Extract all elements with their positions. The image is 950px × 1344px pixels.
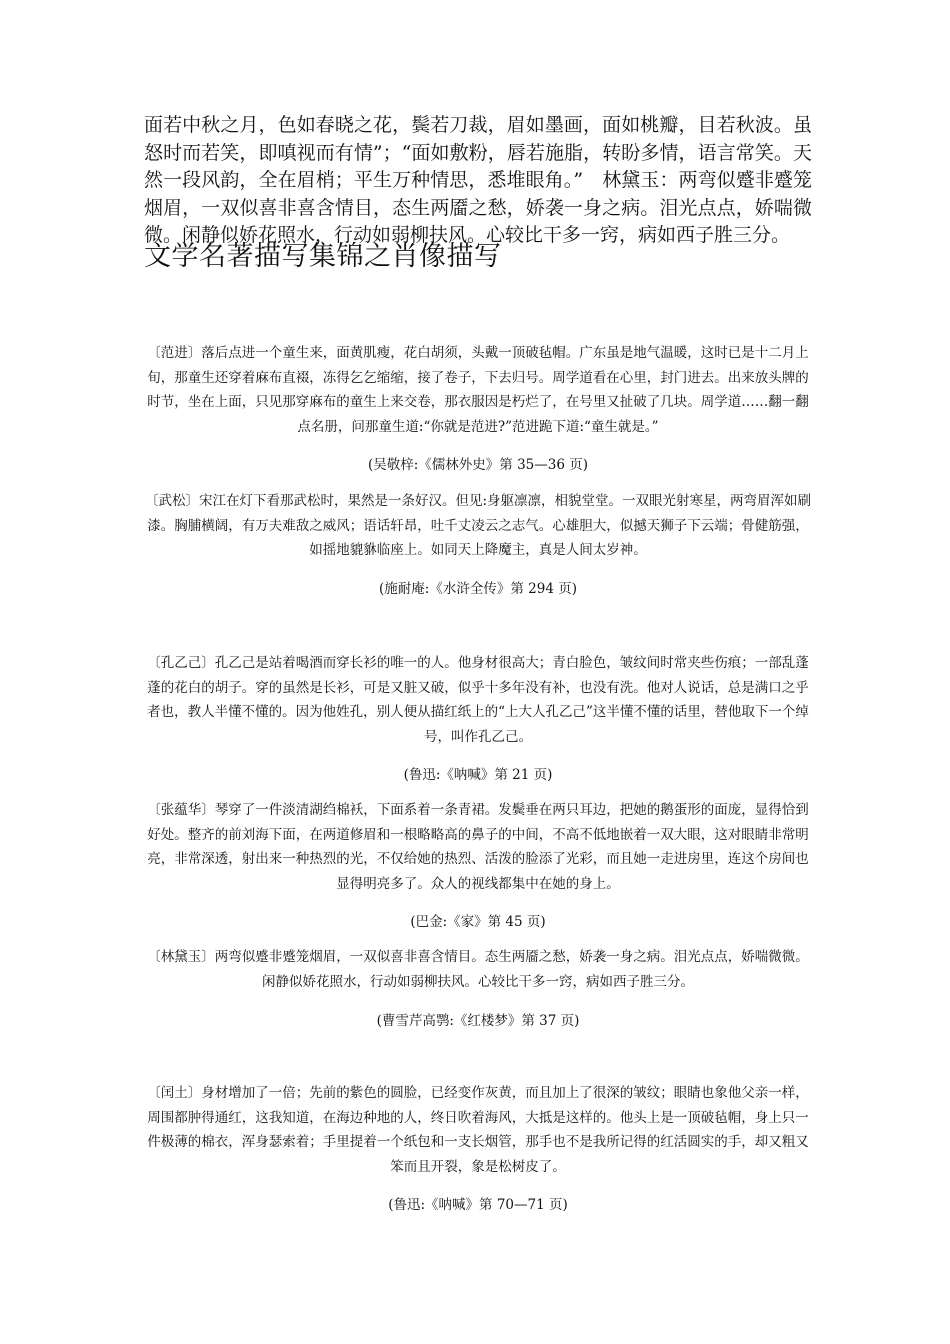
entry-fan-jin-text: 〔范进〕落后点进一个童生来，面黄肌瘦，花白胡须，头戴一顶破毡帽。广东虽是地气温暖，这时已是十二月上旬，那童生还穿着麻布直裰，冻得乞乞缩缩，接了卷子，下去归号。周学道看在心里，封门进去。出来放头牌的时节，坐在上面，只见那穿麻布的童生上来交卷，那衣服因是朽烂了，在号里又扯破了几块。周学道……翻一翻点名册，问那童生道:“你就是范进?”范进跪下道:“童生就是。” (147, 345, 809, 435)
entry-wu-song-text: 〔武松〕宋江在灯下看那武松时，果然是一条好汉。但见:身躯凛凛，相貌堂堂。一双眼光射寒星，两弯眉浑如刷漆。胸脯横阔，有万夫难敌之威风；语话轩昂，吐千丈凌云之志气。心雄胆大，似撼天狮子下云端；骨健筋强，如摇地貔貅临座上。如同天上降魔主，真是人间太岁神。 (144, 493, 812, 559)
entry-kong-yiji-text: 〔孔乙己〕孔乙己是站着喝酒而穿长衫的唯一的人。他身材很高大；青白脸色，皱纹间时常夹些伤痕；一部乱蓬蓬的花白的胡子。穿的虽然是长衫，可是又脏又破，似乎十多年没有补，也没有洗。他对人说话，总是满口之乎者也，教人半懂不懂的。因为他姓孔，别人便从描红纸上的“上大人孔乙己”这半懂不懂的话里，替他取下一个绰号，叫作孔乙己。 (147, 655, 809, 745)
entry-run-tu-citation: (鲁迅:《呐喊》第 70—71 页) (388, 1197, 568, 1213)
entry-kong-yiji-citation: (鲁迅:《呐喊》第 21 页) (403, 767, 553, 783)
entry-lin-daiyu-citation: (曹雪芹高鹗:《红楼梦》第 37 页) (376, 1013, 580, 1029)
intro-paragraph: 面若中秋之月，色如春晓之花，鬓若刀裁，眉如墨画，面如桃瓣，目若秋波。虽怒时而若笑，即嗔视而有情”；“面如敷粉，唇若施脂，转盼多情，语言常笑。天然一段风韵，全在眉梢；平生万种情思，悉堆眼角。” 林黛玉：两弯似蹙非蹙笼烟眉，一双似喜非喜含情目，态生两靥之愁，娇袭一身之病。泪光点点，娇喘微微。闲静似娇花照水，行动如弱柳扶风。心较比干多一窍，病如西子胜三分。 (144, 114, 812, 246)
entry-fan-jin-citation: (吴敬梓:《儒林外史》第 35—36 页) (367, 457, 589, 473)
entry-zhang-yunhua-text: 〔张蕴华〕琴穿了一件淡清湖绉棉袄，下面系着一条青裙。发鬓垂在两只耳边，把她的鹅蛋形的面庞，显得恰到好处。整齐的前刘海下面，在两道修眉和一根略略高的鼻子的中间，不高不低地嵌着一双大眼，这对眼睛非常明亮，非常深透，射出来一种热烈的光，不仅给她的热烈、活泼的脸添了光彩，而且她一走进房里，连这个房间也显得明亮多了。众人的视线都集中在她的身上。 (147, 802, 809, 892)
entry-run-tu-text: 〔闰土〕身材增加了一倍；先前的紫色的圆脸，已经变作灰黄，而且加上了很深的皱纹；眼睛也象他父亲一样，周围都肿得通红，这我知道，在海边种地的人，终日吹着海风，大抵是这样的。他头上是一顶破毡帽，身上只一件极薄的棉衣，浑身瑟索着；手里提着一个纸包和一支长烟管，那手也不是我所记得的红活圆实的手，却又粗又笨而且开裂，象是松树皮了。 (147, 1085, 809, 1175)
entry-wu-song-citation: (施耐庵:《水浒全传》第 294 页) (379, 581, 577, 597)
entry-zhang-yunhua-citation: (巴金:《家》第 45 页) (410, 914, 546, 930)
entry-lin-daiyu-text: 〔林黛玉〕两弯似蹙非蹙笼烟眉，一双似喜非喜含情目。态生两靥之愁，娇袭一身之病。泪光点点，娇喘微微。闲静似娇花照水，行动如弱柳扶风。心较比干多一窍，病如西子胜三分。 (147, 949, 809, 990)
document-title: 文学名著描写集锦之肖像描写 (144, 241, 502, 272)
